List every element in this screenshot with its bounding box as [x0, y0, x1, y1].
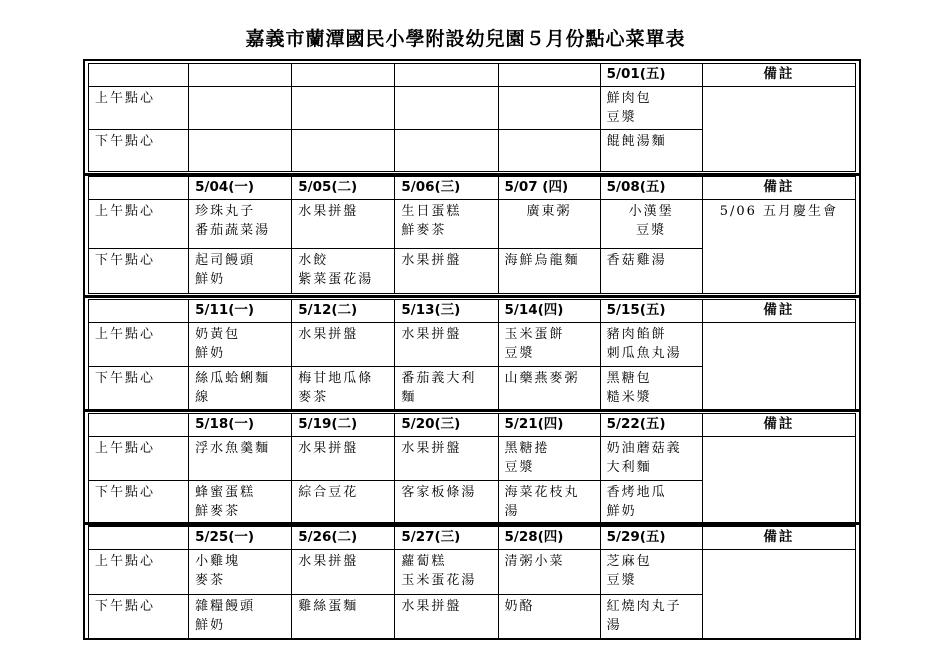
menu-cell — [600, 323, 702, 367]
date-cell: 5/27(三) — [395, 527, 498, 550]
menu-item: 芝麻包 — [606, 554, 652, 569]
week-separator — [85, 295, 859, 298]
menu-item: 鮮奶 — [606, 504, 637, 519]
menu-cell — [395, 249, 498, 294]
menu-cell — [395, 550, 498, 595]
menu-cell — [498, 130, 600, 172]
menu-item: 蜂蜜蛋糕 — [195, 485, 256, 500]
morning-snack-label: 上午點心 — [89, 87, 189, 130]
menu-item: 豆漿 — [504, 460, 535, 475]
note-header: 備註 — [702, 527, 855, 550]
menu-cell — [498, 200, 600, 249]
menu-cell — [395, 481, 498, 526]
menu-item: 水果拼盤 — [401, 327, 462, 342]
menu-item: 廣東粥 — [526, 204, 572, 219]
menu-cell — [292, 481, 395, 526]
menu-cell — [395, 323, 498, 367]
date-header-row — [89, 64, 856, 87]
morning-snack-row — [89, 550, 856, 595]
menu-cell — [600, 550, 702, 595]
menu-item: 豆漿 — [504, 346, 535, 361]
morning-snack-label: 上午點心 — [89, 323, 189, 367]
menu-item: 香菇雞湯 — [606, 253, 667, 268]
date-header-row — [89, 414, 856, 437]
date-cell: 5/04(一) — [189, 177, 292, 200]
date-cell: 5/13(三) — [395, 300, 498, 323]
menu-item: 鮮肉包 — [606, 91, 652, 106]
date-cell: 5/25(一) — [189, 527, 292, 550]
menu-item: 水果拼盤 — [298, 554, 359, 569]
date-cell: 5/12(二) — [292, 300, 395, 323]
menu-item: 麥茶 — [195, 573, 226, 588]
menu-item: 麵 — [401, 390, 417, 405]
menu-item: 線 — [195, 390, 211, 405]
menu-cell — [292, 200, 395, 249]
menu-item: 鮮奶 — [195, 618, 226, 633]
menu-item: 雞絲蛋麵 — [298, 599, 359, 614]
note-cell: 5/06 五月慶生會 — [702, 200, 855, 294]
menu-item: 客家板條湯 — [401, 485, 477, 500]
menu-item: 豆漿 — [636, 223, 667, 238]
date-cell: 5/29(五) — [600, 527, 702, 550]
week-block — [88, 176, 856, 294]
menu-item: 玉米蛋餅 — [504, 327, 565, 342]
menu-cell — [498, 550, 600, 595]
menu-cell — [498, 87, 600, 130]
morning-snack-label: 上午點心 — [89, 437, 189, 481]
menu-cell — [189, 249, 292, 294]
date-cell: 5/18(一) — [189, 414, 292, 437]
menu-cell — [292, 550, 395, 595]
date-cell: 5/22(五) — [600, 414, 702, 437]
week-separator — [85, 522, 859, 525]
menu-cell — [600, 595, 702, 639]
menu-cell — [292, 367, 395, 411]
menu-cell — [395, 87, 498, 130]
menu-cell — [292, 437, 395, 481]
menu-item: 生日蛋糕 — [401, 204, 462, 219]
note-cell — [702, 550, 855, 639]
date-cell: 5/14(四) — [498, 300, 600, 323]
menu-item: 玉米蛋花湯 — [401, 573, 477, 588]
morning-snack-row — [89, 200, 856, 249]
menu-cell — [189, 200, 292, 249]
date-cell: 5/07 (四) — [498, 177, 600, 200]
date-cell: 5/28(四) — [498, 527, 600, 550]
menu-cell — [498, 367, 600, 411]
note-cell — [702, 323, 855, 411]
date-cell — [189, 64, 292, 87]
menu-item: 餛飩湯麵 — [606, 134, 667, 149]
note-header: 備註 — [702, 177, 855, 200]
menu-item: 水果拼盤 — [298, 204, 359, 219]
week-block — [88, 299, 856, 411]
menu-cell — [600, 249, 702, 294]
menu-cell — [600, 437, 702, 481]
menu-item: 水餃 — [298, 253, 329, 268]
menu-cell — [292, 130, 395, 172]
menu-item: 豆漿 — [606, 573, 637, 588]
menu-cell — [498, 323, 600, 367]
header-blank-cell — [89, 527, 189, 550]
menu-item: 麥茶 — [298, 390, 329, 405]
date-cell: 5/19(二) — [292, 414, 395, 437]
menu-cell — [189, 87, 292, 130]
menu-cell — [600, 200, 702, 249]
header-blank-cell — [89, 300, 189, 323]
menu-item: 珍珠丸子 — [195, 204, 256, 219]
menu-item: 番茄義大利 — [401, 371, 477, 386]
menu-item: 山藥燕麥粥 — [504, 371, 580, 386]
menu-cell — [189, 323, 292, 367]
morning-snack-label: 上午點心 — [89, 550, 189, 595]
afternoon-snack-label: 下午點心 — [89, 595, 189, 639]
menu-item: 湯 — [504, 504, 520, 519]
note-header: 備註 — [702, 414, 855, 437]
note-header: 備註 — [702, 64, 855, 87]
menu-item: 紫菜蛋花湯 — [298, 272, 374, 287]
date-cell: 5/11(一) — [189, 300, 292, 323]
week-table — [88, 63, 856, 172]
note-cell — [702, 437, 855, 526]
date-cell: 5/21(四) — [498, 414, 600, 437]
note-cell — [702, 87, 855, 172]
menu-cell — [498, 249, 600, 294]
menu-cell — [395, 367, 498, 411]
week-block — [88, 63, 856, 172]
week-table — [88, 299, 856, 411]
date-cell — [498, 64, 600, 87]
week-separator — [85, 173, 859, 176]
menu-item: 鮮奶 — [195, 272, 226, 287]
menu-item: 水果拼盤 — [401, 253, 462, 268]
menu-cell — [395, 130, 498, 172]
header-blank-cell — [89, 177, 189, 200]
date-cell — [395, 64, 498, 87]
morning-snack-row — [89, 437, 856, 481]
date-header-row — [89, 177, 856, 200]
menu-item: 水果拼盤 — [401, 599, 462, 614]
week-block — [88, 413, 856, 526]
afternoon-snack-label: 下午點心 — [89, 249, 189, 294]
week-table — [88, 526, 856, 639]
menu-item: 海鮮烏龍麵 — [504, 253, 580, 268]
menu-cell — [498, 595, 600, 639]
menu-item: 小雞塊 — [195, 554, 241, 569]
menu-cell — [189, 437, 292, 481]
menu-cell — [395, 200, 498, 249]
menu-item: 梅甘地瓜條 — [298, 371, 374, 386]
menu-item: 水果拼盤 — [401, 441, 462, 456]
date-cell: 5/15(五) — [600, 300, 702, 323]
menu-item: 黑糖包 — [606, 371, 652, 386]
header-blank-cell — [89, 64, 189, 87]
menu-cell — [189, 595, 292, 639]
menu-cell — [600, 130, 702, 172]
menu-item: 水果拼盤 — [298, 441, 359, 456]
menu-item: 奶油蘑菇義 — [606, 441, 682, 456]
menu-item: 香烤地瓜 — [606, 485, 667, 500]
menu-item: 豬肉餡餅 — [606, 327, 667, 342]
menu-item: 紅燒肉丸子 — [606, 599, 682, 614]
menu-item: 雜糧饅頭 — [195, 599, 256, 614]
menu-cell — [600, 481, 702, 526]
menu-cell — [498, 437, 600, 481]
menu-item: 糙米漿 — [606, 390, 652, 405]
menu-item: 鮮奶 — [195, 346, 226, 361]
menu-item: 清粥小菜 — [504, 554, 565, 569]
morning-snack-row — [89, 323, 856, 367]
menu-cell — [189, 481, 292, 526]
menu-cell — [189, 130, 292, 172]
date-cell: 5/01(五) — [600, 64, 702, 87]
page-title: 嘉義市蘭潭國民小學附設幼兒園５月份點心菜單表 — [245, 28, 686, 50]
menu-item: 絲瓜蛤蜊麵 — [195, 371, 271, 386]
menu-cell — [292, 87, 395, 130]
afternoon-snack-label: 下午點心 — [89, 367, 189, 411]
menu-item: 番茄蔬菜湯 — [195, 223, 271, 238]
afternoon-snack-label: 下午點心 — [89, 481, 189, 526]
menu-item: 大利麵 — [606, 460, 652, 475]
menu-item: 浮水魚羹麵 — [195, 441, 271, 456]
menu-item: 海菜花枝丸 — [504, 485, 580, 500]
morning-snack-row — [89, 87, 856, 130]
afternoon-snack-label: 下午點心 — [89, 130, 189, 172]
menu-item: 綜合豆花 — [298, 485, 359, 500]
week-block — [88, 526, 856, 639]
date-cell: 5/05(二) — [292, 177, 395, 200]
menu-cell — [292, 249, 395, 294]
menu-cell — [292, 323, 395, 367]
date-cell: 5/06(三) — [395, 177, 498, 200]
date-cell: 5/08(五) — [600, 177, 702, 200]
menu-cell — [600, 87, 702, 130]
menu-item: 起司饅頭 — [195, 253, 256, 268]
header-blank-cell — [89, 414, 189, 437]
week-table — [88, 413, 856, 526]
menu-item: 湯 — [606, 618, 622, 633]
date-cell: 5/26(二) — [292, 527, 395, 550]
menu-item: 奶黃包 — [195, 327, 241, 342]
date-header-row — [89, 300, 856, 323]
menu-item: 奶酪 — [504, 599, 535, 614]
menu-cell — [292, 595, 395, 639]
menu-cell — [189, 550, 292, 595]
menu-item: 鮮麥茶 — [401, 223, 447, 238]
menu-cell — [395, 595, 498, 639]
date-cell: 5/20(三) — [395, 414, 498, 437]
date-cell — [292, 64, 395, 87]
menu-item: 小漢堡 — [628, 204, 674, 219]
date-header-row — [89, 527, 856, 550]
menu-frame — [83, 59, 861, 640]
week-separator — [85, 409, 859, 412]
menu-cell — [395, 437, 498, 481]
menu-item: 蘿蔔糕 — [401, 554, 447, 569]
menu-cell — [600, 367, 702, 411]
menu-cell — [498, 481, 600, 526]
menu-item: 鮮麥茶 — [195, 504, 241, 519]
menu-item: 刺瓜魚丸湯 — [606, 346, 682, 361]
menu-item: 水果拼盤 — [298, 327, 359, 342]
morning-snack-label: 上午點心 — [89, 200, 189, 249]
menu-item: 豆漿 — [606, 110, 637, 125]
menu-cell — [189, 367, 292, 411]
note-header: 備註 — [702, 300, 855, 323]
menu-item: 黑糖捲 — [504, 441, 550, 456]
week-table — [88, 176, 856, 294]
